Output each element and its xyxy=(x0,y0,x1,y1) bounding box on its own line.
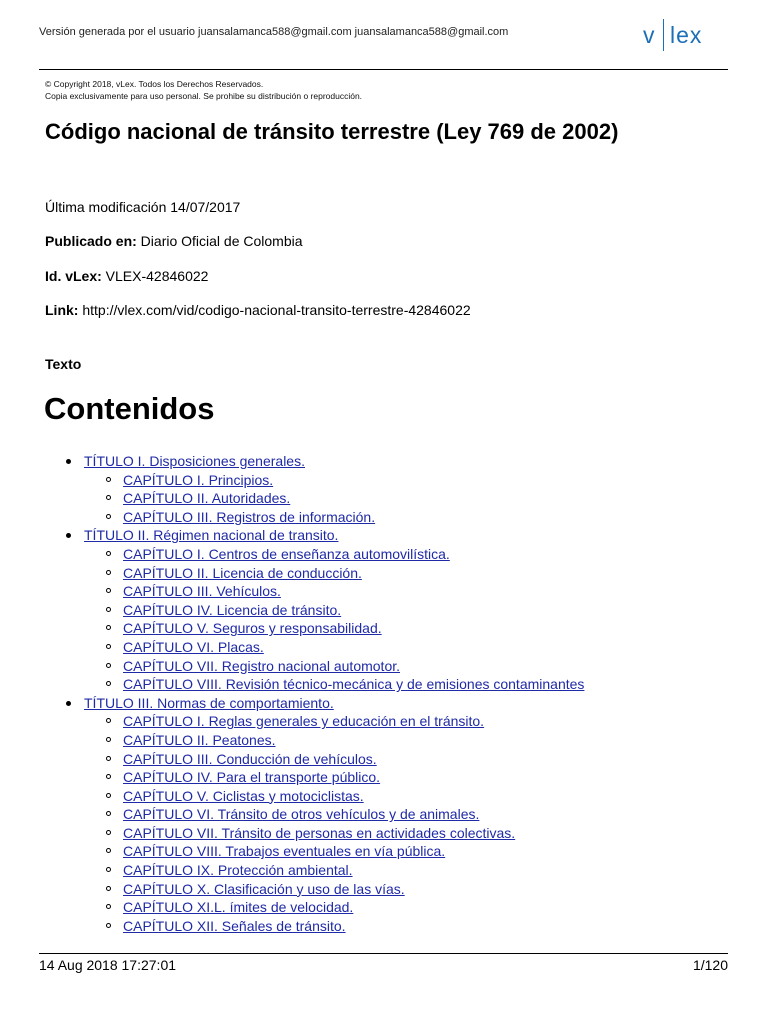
toc-chapter-item xyxy=(45,880,735,899)
toc-chapter-link[interactable]: CAPÍTULO VI. Placas. xyxy=(123,638,264,655)
toc-chapter-item xyxy=(45,824,735,843)
toc-chapter-item xyxy=(45,898,735,917)
document-title: Código nacional de tránsito terrestre (Ley 769 de 2002) xyxy=(45,119,619,144)
toc-chapter-link[interactable]: CAPÍTULO IV. Para el transporte público. xyxy=(123,769,381,786)
toc-chapter-link[interactable]: CAPÍTULO V. Ciclistas y motociclistas. xyxy=(123,787,364,804)
toc-chapter-link[interactable]: CAPÍTULO IX. Protección ambiental. xyxy=(123,862,353,879)
generated-by-user-text: Versión generada por el usuario juansalamanca588@gmail.com juansalamanca588@gmail.com xyxy=(39,26,509,38)
toc-title-link[interactable]: TÍTULO I. Disposiciones generales. xyxy=(84,453,305,469)
toc-chapter-item xyxy=(45,489,735,508)
toc-title-item xyxy=(45,694,735,713)
toc-chapter-link[interactable]: CAPÍTULO II. Autoridades. xyxy=(123,490,291,507)
toc-chapter-item xyxy=(45,750,735,769)
toc-title-item xyxy=(45,452,735,471)
toc-chapter-item xyxy=(45,861,735,880)
toc-title-item xyxy=(45,526,735,545)
toc-chapter-item xyxy=(45,508,735,527)
copyright-notice xyxy=(45,78,362,102)
toc-chapter-item xyxy=(45,545,735,564)
toc-title-link[interactable]: TÍTULO III. Normas de comportamiento. xyxy=(84,694,334,711)
last-modified: Última modificación 14/07/2017 xyxy=(45,199,241,215)
copyright-line-1: © Copyright 2018, vLex. Todos los Derechos Reservados. xyxy=(45,79,264,89)
toc-title-link[interactable]: TÍTULO II. Régimen nacional de transito. xyxy=(84,527,339,544)
toc-chapter-link[interactable]: CAPÍTULO V. Seguros y responsabilidad. xyxy=(123,620,382,637)
footer-rule xyxy=(39,953,728,954)
toc-chapter-item xyxy=(45,768,735,787)
toc-chapter-item xyxy=(45,471,735,490)
toc-chapter-item xyxy=(45,564,735,583)
toc-chapter-link[interactable]: CAPÍTULO IV. Licencia de tránsito. xyxy=(123,601,342,618)
toc-chapter-item xyxy=(45,619,735,638)
toc-chapter-item xyxy=(45,805,735,824)
toc-chapter-link[interactable]: CAPÍTULO X. Clasificación y uso de las vías. xyxy=(123,880,405,897)
id-label: Id. vLex: xyxy=(45,268,102,284)
published-value: Diario Oficial de Colombia xyxy=(136,233,303,249)
toc-chapter-item xyxy=(45,601,735,620)
toc-chapter-link[interactable]: CAPÍTULO VII. Registro nacional automotor. xyxy=(123,657,401,674)
toc-chapter-link[interactable]: CAPÍTULO VII. Tránsito de personas en actividades colectivas. xyxy=(123,824,516,841)
toc-chapter-link[interactable]: CAPÍTULO III. Registros de información. xyxy=(123,508,376,525)
toc-chapter-link[interactable]: CAPÍTULO I. Centros de enseñanza automovilística. xyxy=(123,545,450,562)
toc-chapter-link[interactable]: CAPÍTULO XII. Señales de tránsito. xyxy=(123,917,346,934)
vlex-id xyxy=(45,268,208,284)
toc-chapter-link[interactable]: CAPÍTULO II. Peatones. xyxy=(123,731,276,748)
toc-chapter-link[interactable]: CAPÍTULO VIII. Revisión técnico-mecánica y de emisiones contaminantes xyxy=(123,676,585,693)
toc-chapter-link[interactable]: CAPÍTULO III. Vehículos. xyxy=(123,583,281,600)
toc-chapter-item xyxy=(45,731,735,750)
footer-datetime: 14 Aug 2018 17:27:01 xyxy=(39,957,177,973)
logo-letter-v: v xyxy=(643,21,656,48)
toc-chapter-link[interactable]: CAPÍTULO I. Reglas generales y educación en el tránsito. xyxy=(123,713,485,730)
vlex-logo[interactable] xyxy=(643,18,702,52)
toc-chapter-link[interactable]: CAPÍTULO VIII. Trabajos eventuales en vía pública. xyxy=(123,843,446,860)
contents-heading: Contenidos xyxy=(44,391,215,426)
toc-chapter-link[interactable]: CAPÍTULO III. Conducción de vehículos. xyxy=(123,750,377,767)
published-label: Publicado en: xyxy=(45,233,137,249)
toc-chapter-item xyxy=(45,917,735,936)
document-link xyxy=(45,302,471,318)
toc-chapter-item xyxy=(45,712,735,731)
page-number: 1/120 xyxy=(692,957,728,973)
toc-chapter-link[interactable]: CAPÍTULO I. Principios. xyxy=(123,471,274,488)
toc-chapter-item xyxy=(45,787,735,806)
toc-list xyxy=(45,452,735,935)
toc-chapter-item xyxy=(45,638,735,657)
toc-chapter-item xyxy=(45,842,735,861)
toc-chapter-item xyxy=(45,675,735,694)
texto-label: Texto xyxy=(45,356,82,372)
link-value[interactable]: http://vlex.com/vid/codigo-nacional-transito-terrestre-42846022 xyxy=(78,302,471,318)
logo-divider xyxy=(663,19,665,51)
table-of-contents xyxy=(45,452,735,935)
id-value: VLEX-42846022 xyxy=(101,268,209,284)
toc-chapter-link[interactable]: CAPÍTULO XI.L. ímites de velocidad. xyxy=(123,899,354,916)
toc-chapter-item xyxy=(45,582,735,601)
toc-chapter-link[interactable]: CAPÍTULO VI. Tránsito de otros vehículos y de animales. xyxy=(123,806,480,823)
link-label: Link: xyxy=(45,302,79,318)
header-rule xyxy=(39,69,728,70)
toc-chapter-link[interactable]: CAPÍTULO II. Licencia de conducción. xyxy=(123,564,362,581)
copyright-line-2: Copia exclusivamente para uso personal. Se prohibe su distribución o reproducción. xyxy=(45,91,363,101)
toc-chapter-item xyxy=(45,657,735,676)
published-in xyxy=(45,233,303,249)
logo-letters-lex: lex xyxy=(670,21,703,48)
